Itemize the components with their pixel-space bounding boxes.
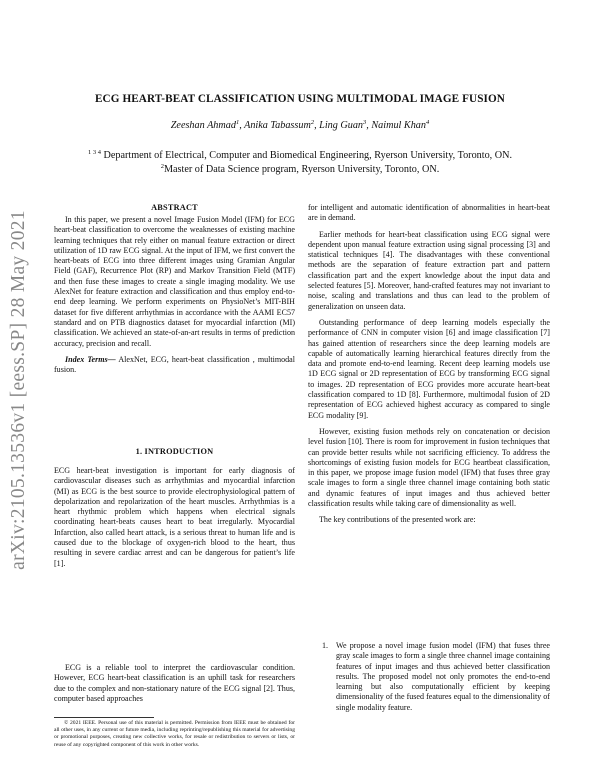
- abstract-body: In this paper, we present a novel Image Fusion Model (IFM) for ECG heart-beat classification to overcome the weaknesses of existing machine learning techniques that rely either on manual feature extraction or direct utilization of 1D raw ECG signal. At the input of IFM, we first convert the heart-beats of ECG into three different images using Gramian Angular Field (GAF), Recurrence Plot (RP) and Markov Transition Field (MTF) and then fuse these images to create a single imaging modality. We use AlexNet for feature extraction and classification and thus employ end-to-end deep learning. We perform experiments on PhysioNet’s MIT-BIH dataset for five different arrhythmias in accordance with the AAMI EC57 standard and on PTB diagnostics dataset for myocardial infarction (MI) classification. We achieved an state-of-an-art results in terms of prediction accuracy, precision and recall. Index Terms— AlexNet, ECG, heart-beat classification , multimodal fusion.: [54, 215, 295, 375]
- right-column-text: for intelligent and automatic identification of abnormalities in heart-beat are in demand. Earlier methods for heart-beat classification using ECG signal were dependent upon manual feature extraction using signal processing [3] and statistical techniques [4]. The disadvantages with these conventional methods are the separation of feature extraction part and pattern classification part and the expert knowledge about the input data and selected features [5]. Moreover, hand-crafted features may not invariant to noise, scaling and translations and thus can lead to the problem of generalization on unseen data. Outstanding performance of deep learning models especially the performance of CNN in computer vision [6] and image classification [7] has gained attention of researchers since the deep learning models are capable of automatically learning hierarchical features directly from the data and promote end-to-end learning. Recent deep learning models use 1D ECG signal or 2D representation of ECG by transforming ECG signal to images. 2D representation of ECG provides more accurate heart-beat classification compared to 1D [8]. Furthermore, multimodal fusion of 2D representation of ECG achieved highest accuracy as compared to single ECG modality [9]. However, existing fusion methods rely on concatenation or decision level fusion [10]. There is room for improvement in fusion techniques that can provide better results while not sacrificing efficiency. To address the shortcomings of existing fusion models for ECG heartbeat classification, in this paper, we propose image fusion model (IFM) that fuses three gray scale images to form a single three channel image containing both static and dynamic features of input images and thus achieved better classification results while taking care of dimensionality as well. The key contributions of the presented work are:: [308, 203, 550, 525]
- abstract-heading: ABSTRACT: [151, 203, 198, 212]
- intro-paragraph-1: ECG heart-beat investigation is important for early diagnosis of cardiovascular diseases such as arrhythmias and myocardial infarction (MI) as ECG is the best source to provide electrophysiological pattern of depolarization and repolarization of the heart muscles. Arrhythmias is a heart rhythmic problem which happens when electrical signals coordinating heart-beats causes heart to beat irregularly. Myocardial Infarction, also called heart attack, is a serious threat to human life and is caused due to the blockage of oxygen-rich blood to the heart, thus resulting in severe cardiac arrest and can be dangerous for patient’s life [1].: [54, 466, 295, 568]
- index-terms: Index Terms— AlexNet, ECG, heart-beat classification , multimodal fusion.: [54, 354, 295, 375]
- author-name: Anika Tabassum: [244, 120, 311, 131]
- author-list: Zeeshan Ahmad$^1$, Anika Tabassum$^2$, Ling Guan$^3$, Naimul Khan$^4$: [170, 119, 430, 131]
- author-name: Ling Guan: [319, 120, 364, 131]
- footnote-divider: [54, 717, 154, 718]
- affiliation-2: $^2$Master of Data Science program, Ryerson University, Toronto, ON.: [160, 163, 440, 175]
- author-name: Naimul Khan: [371, 120, 426, 131]
- paper-title: ECG HEART-BEAT CLASSIFICATION USING MULTIMODAL IMAGE FUSION: [95, 93, 505, 105]
- introduction-heading: 1. INTRODUCTION: [135, 447, 214, 456]
- affiliation-1: $^{1 3 4}$ Department of Electrical, Computer and Biomedical Engineering, Ryerson University, Toronto, ON.: [87, 149, 513, 161]
- author-name: Zeeshan Ahmad: [170, 120, 236, 131]
- intro-paragraph-2: ECG is a reliable tool to interpret the cardiovascular condition. However, ECG heart-beat classification is an uphill task for researchers due to the complex and non-stationary nature of the ECG signal [2]. Thus, computer based approaches: [54, 663, 295, 703]
- arxiv-stamp: arXiv:2105.13536v1 [eess.SP] 28 May 2021: [8, 210, 29, 570]
- copyright-footnote: © 2021 IEEE. Personal use of this material is permitted. Permission from IEEE must be obtained for all other uses, in any current or future media, including reprinting/republishing this material for advertising or promotional purposes, creating new collective works, for resale or redistribution to servers or lists, or reuse of any copyrighted component of this work in other works.: [54, 720, 295, 748]
